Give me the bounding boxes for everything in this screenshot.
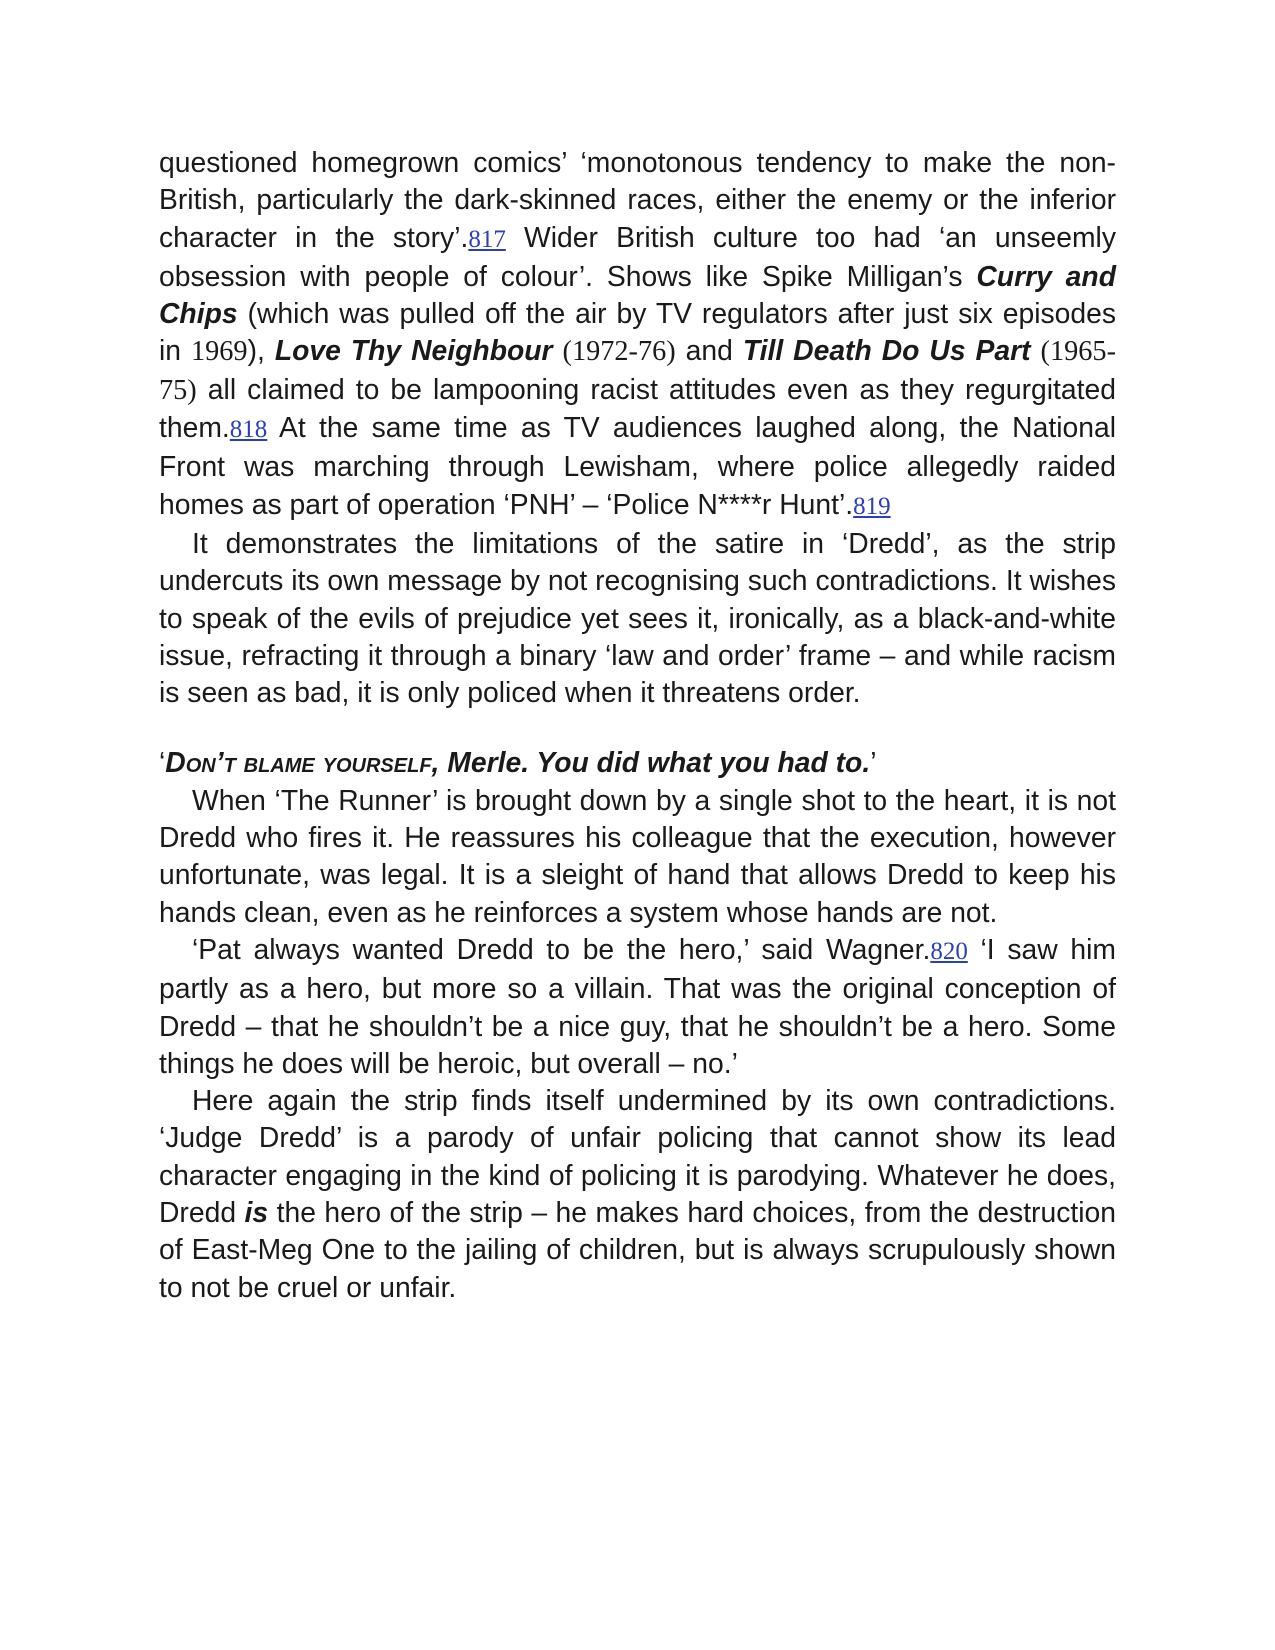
show-title-till-death: Till Death Do Us Part — [742, 334, 1031, 367]
footnote-link-818[interactable]: 818 — [229, 416, 268, 444]
show-title-love-thy-neighbour: Love Thy Neighbour — [274, 334, 553, 367]
paragraph-5: Here again the strip finds itself undermined by its own contradictions. ‘Judge Dredd’ is a parody of unfair policing that cannot show its lead character engaging in the kind of policing it is parodying. Whatever he does, Dredd is the hero of the strip – he makes hard choices, from the destruction of East-Meg One to the jailing of children, but is always scrupulously shown to not be cruel or unfair. — [159, 1084, 1116, 1303]
footnote-link-819[interactable]: 819 — [853, 492, 891, 520]
paragraph-4: ‘Pat always wanted Dredd to be the hero,’ said Wagner.820 ‘I saw him partly as a hero, but more so a villain. That was the original conception of Dredd – that he shouldn’t be a nice guy, that he shouldn’t be a hero. Some things he does will be heroic, but overall – no.’ — [159, 932, 1116, 1079]
emphasis-is: is — [244, 1196, 269, 1229]
paragraph-2: It demonstrates the limitations of the satire in ‘Dredd’, as the strip undercuts its own message by not recognising such contradictions. It wishes to speak of the evils of prejudice yet sees it, ironically, as a black-and-white issue, refracting it through a binary ‘law and order’ frame – and while racism is seen as bad, it is only policed when it threatens order. — [159, 526, 1116, 709]
footnote-link-820[interactable]: 820 — [930, 937, 968, 965]
section-heading: ‘Don’t blame yourself, Merle. You did what you had to.’ — [159, 746, 877, 779]
paragraph-1: questioned homegrown comics’ ‘monotonous tendency to make the non-British, particularly the dark-skinned races, either the enemy or the inferior character in the story’.817 Wider British culture too had ‘an unseemly obsession with people of colour’. Shows like Spike Milligan’s Curry and Chips (which was pulled off the air by TV regulators after just six episodes in 1969), Love Thy Neighbour (1972-76) and Till Death Do Us Part (1965-75) all claimed to be lampooning racist attitudes even as they regurgitated them.818 At the same time as TV audiences laughed along, the National Front was marching through Lewisham, where police allegedly raided homes as part of operation ‘PNH’ – ‘Police N****r Hunt’.819 — [159, 146, 1116, 520]
footnote-link-817[interactable]: 817 — [468, 225, 506, 253]
section-break — [159, 711, 1116, 744]
document-page — [159, 144, 1116, 1306]
paragraph-3: When ‘The Runner’ is brought down by a single shot to the heart, it is not Dredd who fires it. He reassures his colleague that the execution, however unfortunate, was legal. It is a sleight of hand that allows Dredd to keep his hands clean, even as he reinforces a system whose hands are not. — [159, 783, 1116, 928]
show-title-curry-and-chips: Curry and Chips — [159, 259, 1116, 330]
